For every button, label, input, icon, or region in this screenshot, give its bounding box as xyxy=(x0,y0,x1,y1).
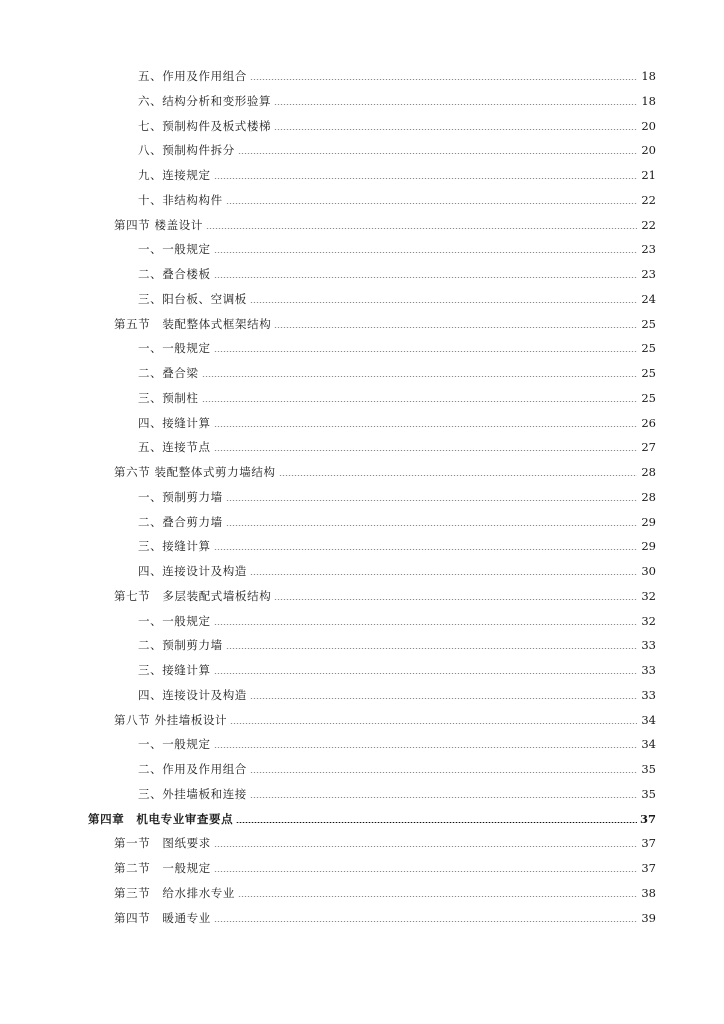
toc-subsection-entry[interactable] xyxy=(138,388,656,408)
toc-subsection-entry[interactable] xyxy=(138,91,656,111)
dot-leader xyxy=(206,228,637,229)
toc-entry-label: 一、一般规定 xyxy=(138,242,211,257)
toc-entry-label: 一、一般规定 xyxy=(138,737,211,752)
dot-leader xyxy=(214,747,637,748)
toc-entry-label: 四、连接设计及构造 xyxy=(138,564,247,578)
toc-section-entry[interactable] xyxy=(114,833,656,853)
toc-subsection-entry[interactable] xyxy=(138,190,656,210)
toc-entry-label: 十、非结构构件 xyxy=(138,192,223,207)
toc-subsection-entry[interactable] xyxy=(138,289,656,309)
dot-leader xyxy=(214,673,637,674)
dot-leader xyxy=(214,277,637,278)
toc-subsection-entry[interactable] xyxy=(138,264,656,284)
toc-entry-label: 第八节 外挂墙板设计 xyxy=(114,712,228,727)
toc-entry-label: 第七节 多层装配式墙板结构 xyxy=(114,588,272,603)
toc-subsection-entry[interactable] xyxy=(138,413,656,433)
dot-leader xyxy=(250,302,637,303)
toc-page-number: 29 xyxy=(641,514,656,529)
toc-page-number: 24 xyxy=(641,291,656,306)
dot-leader xyxy=(250,698,637,699)
toc-subsection-entry[interactable] xyxy=(138,660,656,680)
toc-entry-label: 二、叠合楼板 xyxy=(138,267,211,281)
dot-leader xyxy=(226,500,637,501)
toc-entry-label: 第四节 楼盖设计 xyxy=(114,217,203,232)
dot-leader xyxy=(230,723,637,724)
dot-leader xyxy=(214,178,637,179)
toc-entry-label: 三、预制柱 xyxy=(138,390,199,405)
toc-page-number: 32 xyxy=(641,613,656,628)
toc-section-entry[interactable] xyxy=(114,314,656,334)
toc-entry-label: 三、接缝计算 xyxy=(138,663,211,677)
toc-entry-label: 三、接缝计算 xyxy=(138,539,211,554)
toc-page-number: 37 xyxy=(640,811,657,826)
toc-page-number: 18 xyxy=(641,69,656,83)
toc-page-number: 33 xyxy=(641,638,656,653)
toc-page-number: 29 xyxy=(641,539,656,554)
dot-leader xyxy=(250,574,637,575)
dot-leader xyxy=(250,79,637,80)
toc-subsection-entry[interactable] xyxy=(138,512,656,532)
toc-page-number: 34 xyxy=(641,737,656,752)
toc-page-number: 22 xyxy=(641,192,656,207)
dot-leader xyxy=(226,648,637,649)
toc-entry-label: 二、叠合梁 xyxy=(138,366,199,380)
toc-entry-label: 三、外挂墙板和连接 xyxy=(138,786,247,801)
dot-leader xyxy=(279,475,637,476)
toc-subsection-entry[interactable] xyxy=(138,239,656,259)
toc-page-number: 23 xyxy=(641,242,656,257)
dot-leader xyxy=(214,624,637,625)
toc-entry-label: 第四章 机电专业审查要点 xyxy=(88,811,234,826)
dot-leader xyxy=(236,822,637,823)
toc-entry-label: 七、预制构件及板式楼梯 xyxy=(138,118,272,133)
toc-page-number: 25 xyxy=(641,316,656,331)
toc-page-number: 27 xyxy=(641,440,656,455)
toc-entry-label: 二、预制剪力墙 xyxy=(138,638,223,653)
toc-subsection-entry[interactable] xyxy=(138,487,656,507)
toc-page-number: 28 xyxy=(641,465,656,479)
toc-entry-label: 一、一般规定 xyxy=(138,613,211,628)
toc-entry-label: 三、阳台板、空调板 xyxy=(138,291,247,306)
toc-subsection-entry[interactable] xyxy=(138,685,656,705)
toc-subsection-entry[interactable] xyxy=(138,437,656,457)
toc-subsection-entry[interactable] xyxy=(138,611,656,631)
toc-entry-label: 第三节 给水排水专业 xyxy=(114,885,235,900)
dot-leader xyxy=(202,401,638,402)
dot-leader xyxy=(214,252,637,253)
dot-leader xyxy=(250,797,637,798)
toc-subsection-entry[interactable] xyxy=(138,338,656,358)
toc-entry-label: 五、连接节点 xyxy=(138,440,211,455)
dot-leader xyxy=(274,599,637,600)
toc-entry-label: 六、结构分析和变形验算 xyxy=(138,93,272,108)
toc-entry-label: 第二节 一般规定 xyxy=(114,861,211,875)
toc-page-number: 33 xyxy=(641,663,656,677)
toc-entry-label: 一、预制剪力墙 xyxy=(138,489,223,504)
toc-page-number: 37 xyxy=(641,836,656,851)
toc-page-number: 38 xyxy=(641,885,656,900)
toc-subsection-entry[interactable] xyxy=(138,734,656,754)
toc-section-entry[interactable] xyxy=(114,462,656,482)
dot-leader xyxy=(214,450,637,451)
toc-entry-label: 第六节 装配整体式剪力墙结构 xyxy=(114,465,276,479)
toc-entry-label: 第五节 装配整体式框架结构 xyxy=(114,316,272,331)
dot-leader xyxy=(202,376,638,377)
toc-subsection-entry[interactable] xyxy=(138,140,656,160)
dot-leader xyxy=(226,525,637,526)
toc-page-number: 35 xyxy=(641,762,656,776)
toc-subsection-entry[interactable] xyxy=(138,66,656,86)
toc-entry-label: 二、叠合剪力墙 xyxy=(138,514,223,529)
toc-subsection-entry[interactable] xyxy=(138,784,656,804)
dot-leader xyxy=(214,921,637,922)
toc-page-number: 26 xyxy=(641,415,656,430)
toc-page-number: 23 xyxy=(641,267,656,281)
toc-page-number: 33 xyxy=(641,687,656,702)
dot-leader xyxy=(214,846,637,847)
toc-page-number: 18 xyxy=(641,93,656,108)
toc-page-number: 34 xyxy=(641,712,656,727)
toc-page-number: 20 xyxy=(641,143,656,158)
toc-page-number: 20 xyxy=(641,118,656,133)
dot-leader xyxy=(238,896,637,897)
toc-section-entry[interactable] xyxy=(114,883,656,903)
toc-section-entry[interactable] xyxy=(114,215,656,235)
dot-leader xyxy=(238,153,637,154)
toc-entry-label: 四、连接设计及构造 xyxy=(138,687,247,702)
dot-leader xyxy=(274,104,637,105)
dot-leader xyxy=(214,871,637,872)
toc-page-number: 28 xyxy=(641,489,656,504)
dot-leader xyxy=(214,426,637,427)
toc-page-number: 22 xyxy=(641,217,656,232)
toc-page-number: 35 xyxy=(641,786,656,801)
toc-entry-label: 九、连接规定 xyxy=(138,168,211,182)
toc-section-entry[interactable] xyxy=(114,908,656,928)
dot-leader xyxy=(226,203,637,204)
toc-entry-label: 五、作用及作用组合 xyxy=(138,69,247,83)
toc-page-number: 39 xyxy=(641,910,656,925)
toc-page-number: 30 xyxy=(641,564,656,578)
toc-page-number: 37 xyxy=(641,861,656,875)
toc-subsection-entry[interactable] xyxy=(138,635,656,655)
toc-subsection-entry[interactable] xyxy=(138,165,656,185)
toc-page-number: 25 xyxy=(641,366,656,380)
toc-section-entry[interactable] xyxy=(114,858,656,878)
toc-entry-label: 四、接缝计算 xyxy=(138,415,211,430)
toc-section-entry[interactable] xyxy=(114,586,656,606)
toc-subsection-entry[interactable] xyxy=(138,759,656,779)
toc-subsection-entry[interactable] xyxy=(138,561,656,581)
toc-chapter-entry[interactable] xyxy=(88,809,656,829)
toc-subsection-entry[interactable] xyxy=(138,363,656,383)
toc-entry-label: 第四节 暖通专业 xyxy=(114,910,211,925)
dot-leader xyxy=(274,327,637,328)
toc-page-number: 21 xyxy=(641,168,656,182)
toc-entry-label: 一、一般规定 xyxy=(138,341,211,356)
dot-leader xyxy=(214,351,637,352)
toc-entry-label: 第一节 图纸要求 xyxy=(114,836,211,851)
toc-entry-label: 二、作用及作用组合 xyxy=(138,762,247,776)
toc-page-number: 25 xyxy=(641,390,656,405)
dot-leader xyxy=(250,772,637,773)
dot-leader xyxy=(214,549,637,550)
toc-subsection-entry[interactable] xyxy=(138,536,656,556)
toc-page-number: 32 xyxy=(641,588,656,603)
toc-entry-label: 八、预制构件拆分 xyxy=(138,143,235,158)
dot-leader xyxy=(274,129,637,130)
toc-page-number: 25 xyxy=(641,341,656,356)
toc-section-entry[interactable] xyxy=(114,710,656,730)
toc-subsection-entry[interactable] xyxy=(138,116,656,136)
